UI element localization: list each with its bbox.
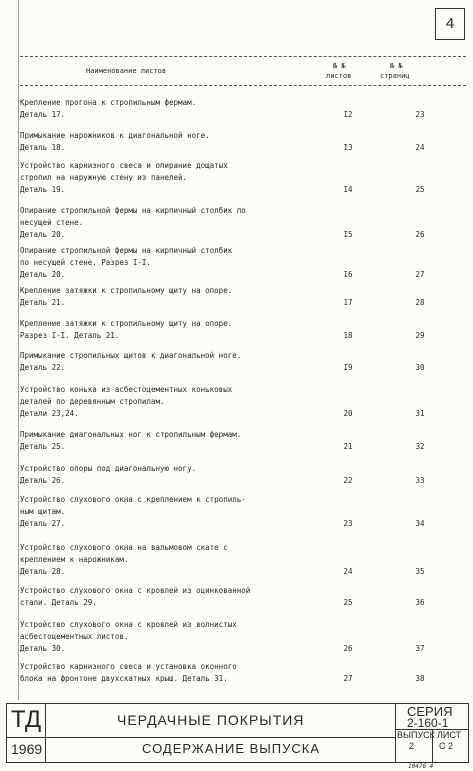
- stamp-divider: [395, 704, 396, 762]
- item-title: Устройство слухового окна с кровлей из волнистых асбестоцементных листов. Деталь 30.: [20, 620, 237, 653]
- item-page-number: 29: [415, 331, 425, 340]
- stamp-issue-value: 2: [409, 741, 415, 751]
- stamp-title: ЧЕРДАЧНЫЕ ПОКРЫТИЯ: [117, 712, 305, 728]
- item-title: Примыкание нарожников к диагональной ноге. Деталь 18.: [20, 131, 210, 152]
- header-bottom-rule: [20, 85, 466, 86]
- item-page-number: 31: [415, 409, 425, 418]
- item-title: Устройство опоры под диагональную ногу. Деталь 26.: [20, 464, 197, 485]
- item-sheet-number: 24: [343, 567, 353, 576]
- item-page-number: 38: [415, 674, 425, 683]
- header-sheets-number: № №: [333, 62, 346, 70]
- title-block: [6, 703, 469, 763]
- inventory-number: 10476 4: [408, 763, 434, 770]
- item-title: Примыкание стропильных щитов к диагональной ноге. Деталь 22.: [20, 351, 242, 372]
- item-page-number: 24: [415, 143, 425, 152]
- item-page-number: 33: [415, 476, 425, 485]
- stamp-td: ТД: [11, 706, 42, 733]
- header-name-column: Наименование листов: [86, 67, 167, 75]
- item-page-number: 32: [415, 442, 425, 451]
- item-sheet-number: 21: [343, 442, 353, 451]
- item-sheet-number: 20: [343, 409, 353, 418]
- stamp-sheet-value: С 2: [439, 741, 454, 751]
- stamp-series-label: СЕРИЯ: [407, 704, 453, 719]
- stamp-issue-label: ВЫПУСК: [397, 730, 435, 740]
- item-sheet-number: I6: [343, 270, 353, 279]
- item-sheet-number: 27: [343, 674, 353, 683]
- item-title: Устройство конька из асбестоцементных коньковых деталей по деревянным стропилам. Детали 23,24.: [20, 385, 233, 418]
- stamp-divider: [45, 704, 46, 762]
- stamp-year: 1969: [11, 741, 43, 757]
- item-title: Крепление затяжки к стропильному щиту на опоре. Деталь 21.: [20, 286, 233, 307]
- item-page-number: 37: [415, 644, 425, 653]
- item-page-number: 34: [415, 519, 425, 528]
- item-sheet-number: 25: [343, 598, 353, 607]
- header-pages-column: страниц: [380, 72, 410, 80]
- item-title: Крепление затяжки к стропильному щиту на опоре. Разрез I-I. Деталь 21.: [20, 319, 233, 340]
- item-title: Крепление прогона к стропильным фермам. Деталь 17.: [20, 98, 197, 119]
- item-sheet-number: I2: [343, 110, 353, 119]
- item-sheet-number: I5: [343, 230, 353, 239]
- page-number: 4: [435, 8, 465, 40]
- item-sheet-number: 22: [343, 476, 353, 485]
- item-page-number: 36: [415, 598, 425, 607]
- header-top-rule: [20, 56, 466, 57]
- item-page-number: 30: [415, 363, 425, 372]
- item-sheet-number: 26: [343, 644, 353, 653]
- item-title: Примыкание диагональных ног к стропильным фермам. Деталь 25.: [20, 430, 242, 451]
- item-page-number: 26: [415, 230, 425, 239]
- item-page-number: 28: [415, 298, 425, 307]
- item-page-number: 27: [415, 270, 425, 279]
- stamp-series-value: 2-160-1: [407, 716, 449, 730]
- item-sheet-number: I9: [343, 363, 353, 372]
- header-sheets-column: листов: [326, 72, 352, 80]
- item-title: Опирание стропильной фермы на кирпичный столбик по несущей стене. Разрез I-I. Деталь 20.: [20, 246, 233, 279]
- item-sheet-number: I3: [343, 143, 353, 152]
- item-page-number: 23: [415, 110, 425, 119]
- stamp-sheet-label: ЛИСТ: [437, 730, 462, 740]
- item-title: Устройство карнизного свеса и установка оконного блока на фронтоне двухскатных крыш. Деталь 31.: [20, 662, 237, 683]
- item-page-number: 25: [415, 185, 425, 194]
- left-margin-line: [18, 0, 19, 700]
- item-page-number: 35: [415, 567, 425, 576]
- item-title: Опирание стропильной фермы на кирпичный столбик по несущей стене. Деталь 20.: [20, 206, 246, 239]
- item-sheet-number: I4: [343, 185, 353, 194]
- header-pages-number: № №: [390, 62, 403, 70]
- item-title: Устройство карнизного свеса и опирание дощатых стропил на наружную стену из панелей. Деталь 19.: [20, 161, 228, 194]
- stamp-subtitle: СОДЕРЖАНИЕ ВЫПУСКА: [142, 741, 321, 756]
- item-sheet-number: 23: [343, 519, 353, 528]
- item-title: Устройство слухового окна на вальмовом скате с креплением к нарожникам. Деталь 28.: [20, 543, 228, 576]
- item-title: Устройство слухового окна с кровлей из оцинкованной стали. Деталь 29.: [20, 586, 251, 607]
- item-title: Устройство слухового окна с креплением к стропиль- ным щитам. Деталь 27.: [20, 495, 246, 528]
- item-sheet-number: 17: [343, 298, 353, 307]
- item-sheet-number: 18: [343, 331, 353, 340]
- stamp-divider: [7, 737, 395, 738]
